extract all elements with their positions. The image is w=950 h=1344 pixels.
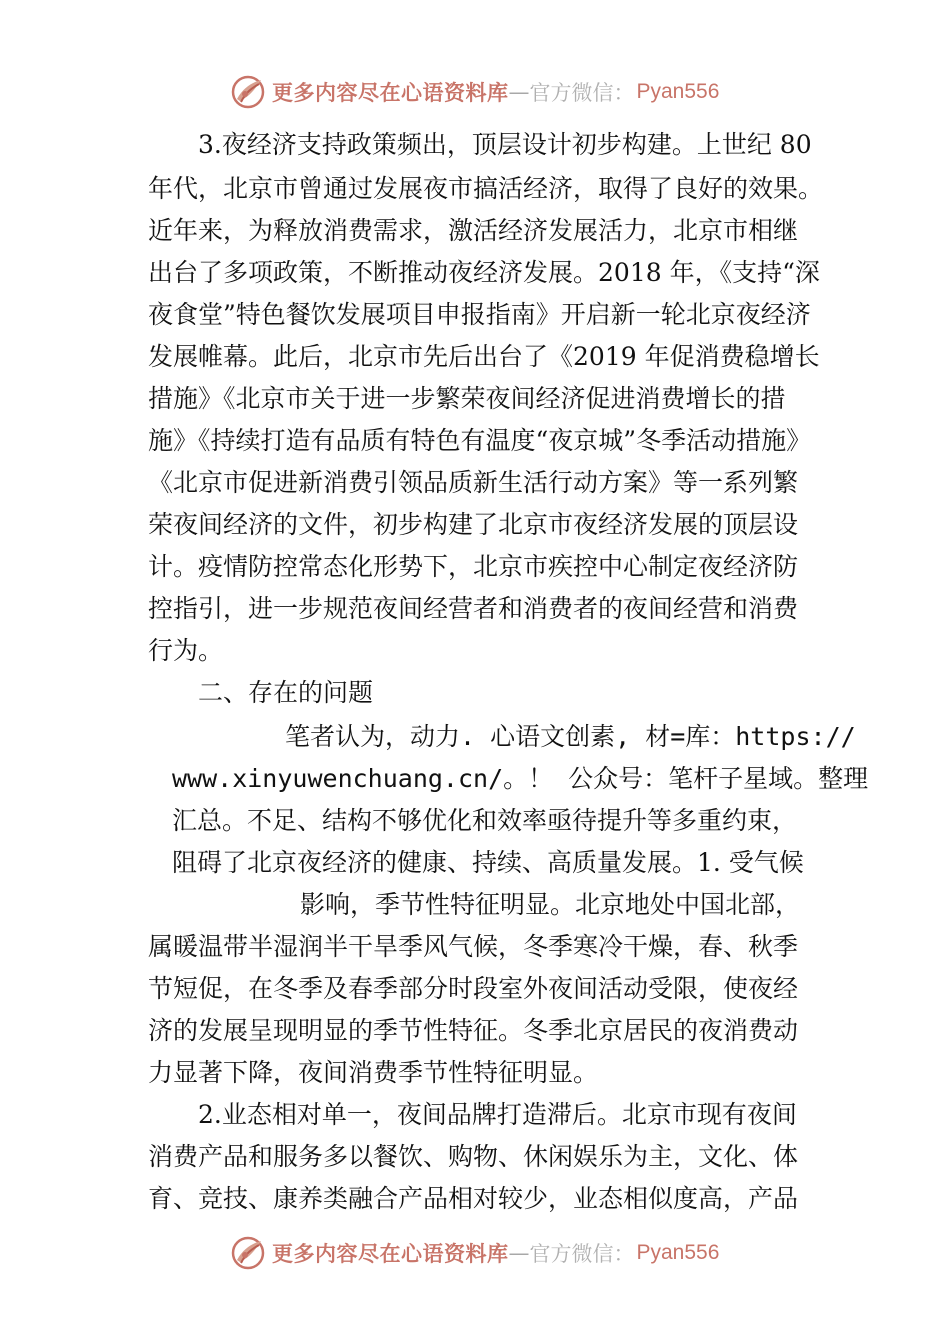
paragraph-line: 阻碍了北京夜经济的健康、持续、高质量发展。1. 受气候 — [172, 848, 804, 877]
paragraph-line: 行为。 — [148, 636, 224, 665]
paragraph-line: 《北京市促进新消费引领品质新生活行动方案》等一系列繁 — [148, 468, 799, 497]
leaf-swirl-logo-icon — [228, 1233, 268, 1273]
paragraph-line: 属暖温带半湿润半干旱季风气候，冬季寒冷干燥，春、秋季 — [148, 932, 799, 961]
paragraph-line: 措施》《北京市关于进一步繁荣夜间经济促进消费增长的措 — [148, 384, 786, 413]
header-brand-text: 更多内容尽在心语资料库 — [272, 80, 509, 105]
paragraph-line: 济的发展呈现明显的季节性特征。冬季北京居民的夜消费动 — [148, 1016, 799, 1045]
header-separator: — — [508, 80, 530, 104]
paragraph-line: 育、竞技、康养类融合产品相对较少，业态相似度高，产品 — [148, 1184, 799, 1213]
paragraph-line: 汇总。不足、结构不够优化和效率亟待提升等多重约束， — [172, 806, 798, 835]
paragraph-line: 荣夜间经济的文件，初步构建了北京市夜经济发展的顶层设 — [148, 510, 799, 539]
paragraph-line: 年代，北京市曾通过发展夜市搞活经济，取得了良好的效果。 — [148, 174, 824, 203]
section-heading: 二、存在的问题 — [198, 678, 374, 707]
paragraph-line: 夜食堂”特色餐饮发展项目申报指南》开启新一轮北京夜经济 — [148, 300, 811, 329]
header-wechat-id: Pyan556 — [636, 80, 720, 103]
footer-wechat-id: Pyan556 — [636, 1241, 720, 1264]
header-official-label: 官方微信： — [529, 81, 635, 105]
footer-banner — [228, 1233, 748, 1273]
paragraph-line: www.xinyuwenchuang.cn/。！ 公众号：笔杆子星域。整理 — [172, 764, 869, 793]
paragraph-line: 3.夜经济支持政策频出，顶层设计初步构建。上世纪 80 — [198, 130, 812, 159]
footer-separator: — — [508, 1241, 530, 1265]
header-banner — [228, 72, 748, 112]
footer-official-label: 官方微信： — [529, 1242, 635, 1266]
paragraph-line: 近年来，为释放消费需求，激活经济发展活力，北京市相继 — [148, 216, 799, 245]
paragraph-line: 控指引，进一步规范夜间经营者和消费者的夜间经营和消费 — [148, 594, 799, 623]
paragraph-line: 出台了多项政策，不断推动夜经济发展。2018 年，《支持“深 — [148, 258, 820, 287]
paragraph-line: 2.业态相对单一，夜间品牌打造滞后。北京市现有夜间 — [198, 1100, 797, 1129]
paragraph-line: 计。疫情防控常态化形势下，北京市疾控中心制定夜经济防 — [148, 552, 799, 581]
paragraph-line: 节短促，在冬季及春季部分时段室外夜间活动受限，使夜经 — [148, 974, 799, 1003]
paragraph-line: 施》《持续打造有品质有特色有温度“夜京城”冬季活动措施》 — [148, 426, 812, 455]
paragraph-line: 力显著下降，夜间消费季节性特征明显。 — [148, 1058, 599, 1087]
leaf-swirl-logo-icon — [228, 72, 268, 112]
footer-brand-text: 更多内容尽在心语资料库 — [272, 1241, 509, 1266]
paragraph-line: 笔者认为，动力. 心语文创素, 材=库：https:// — [285, 722, 856, 751]
paragraph-line: 发展帷幕。此后，北京市先后出台了《2019 年促消费稳增长 — [148, 342, 820, 371]
paragraph-line: 影响，季节性特征明显。北京地处中国北部， — [300, 890, 801, 919]
paragraph-line: 消费产品和服务多以餐饮、购物、休闲娱乐为主，文化、体 — [148, 1142, 799, 1171]
